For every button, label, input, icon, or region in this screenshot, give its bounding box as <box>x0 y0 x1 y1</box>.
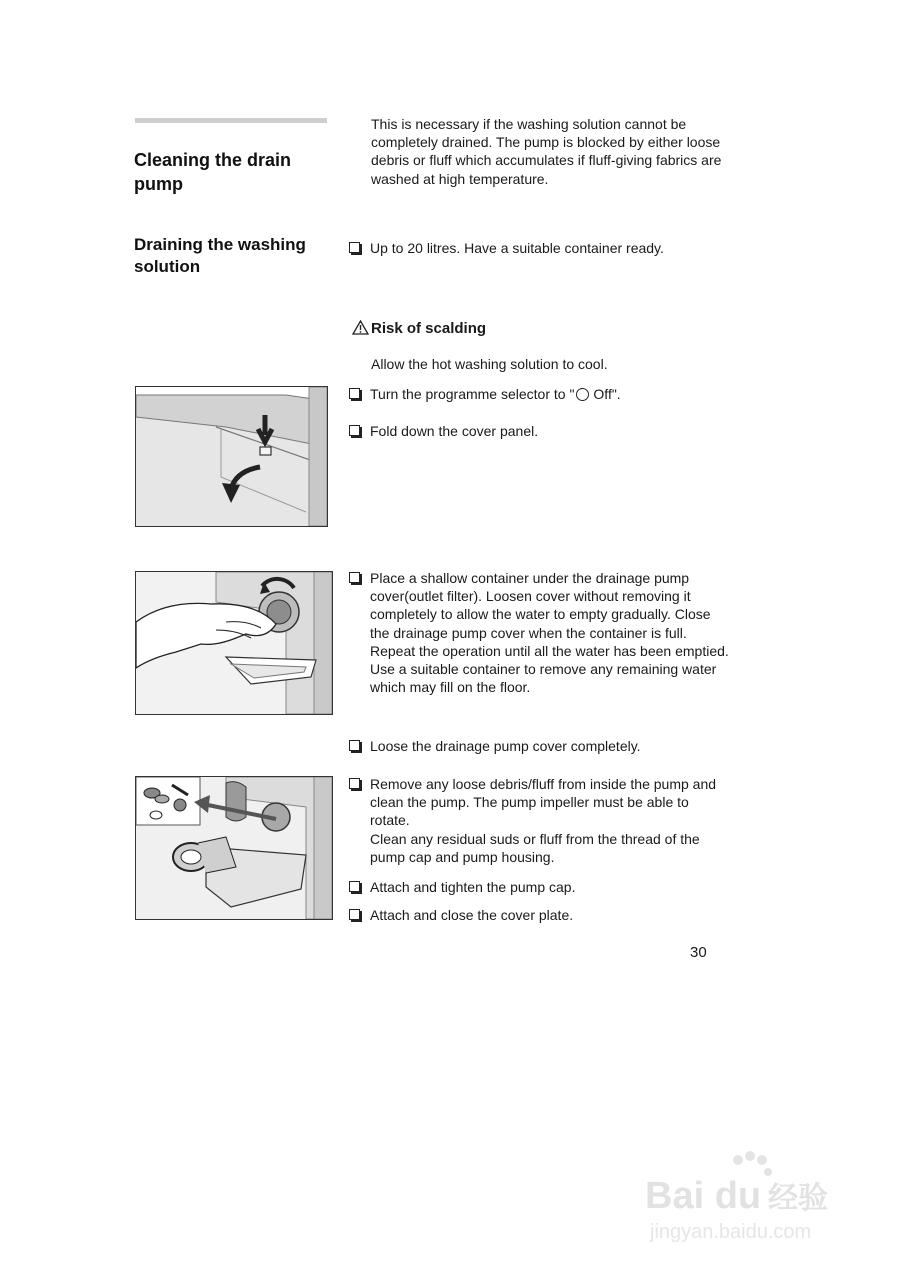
svg-text:jingyan.baidu.com: jingyan.baidu.com <box>650 1221 812 1243</box>
section-title: Cleaning the drain pump <box>134 150 292 194</box>
intro-paragraph: This is necessary if the washing solution cannot be completely drained. The pump is blocked by either loose debris or fluff which accumulates if fluff-giving fabrics are washed at high temperature. <box>371 116 722 187</box>
checkbox-bullet-icon <box>349 242 360 253</box>
warning-triangle-icon <box>352 320 369 335</box>
warning-text: Allow the hot washing solution to cool. <box>371 356 608 372</box>
checkbox-bullet-icon <box>349 778 360 789</box>
checkbox-bullet-icon <box>349 740 360 751</box>
svg-text:Bai du: Bai du <box>645 1175 762 1217</box>
checkbox-bullet-icon <box>349 388 360 399</box>
checkbox-bullet-icon <box>349 425 360 436</box>
illustration-fold-cover <box>135 386 328 527</box>
checkbox-bullet-icon <box>349 572 360 583</box>
svg-text:经验: 经验 <box>768 1181 828 1216</box>
illustration-clean-pump <box>135 776 333 920</box>
off-circle-icon <box>576 388 589 401</box>
subsection-title: Draining the washing solution <box>134 235 306 276</box>
illustration-drain-container <box>135 571 333 715</box>
page-number: 30 <box>690 944 707 961</box>
section-divider <box>135 118 327 123</box>
checkbox-bullet-icon <box>349 881 360 892</box>
warning-title: Risk of scalding <box>352 320 486 337</box>
baidu-watermark-logo <box>640 1150 860 1250</box>
checkbox-bullet-icon <box>349 909 360 920</box>
